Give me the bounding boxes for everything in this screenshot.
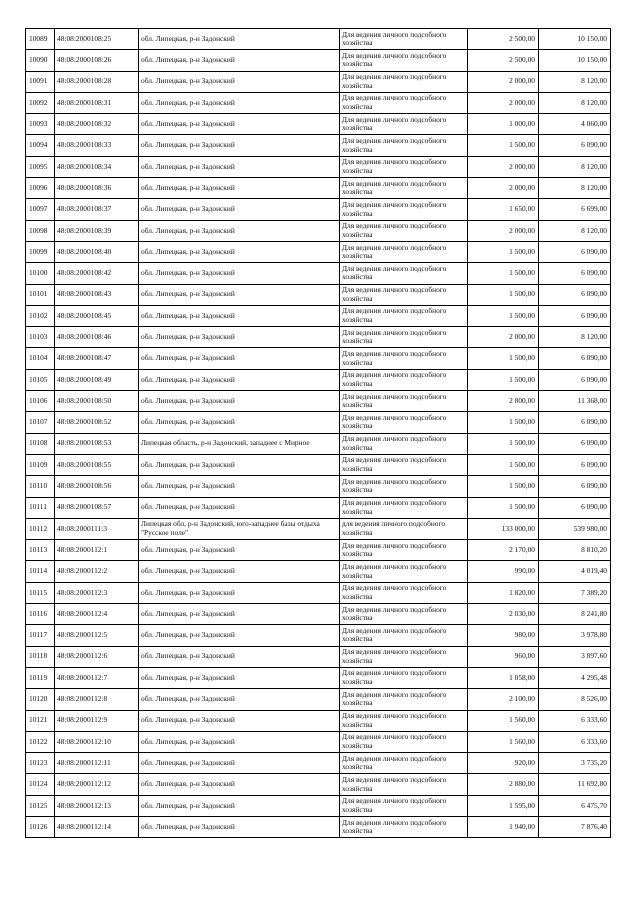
cadastral-value-cell: 6 090,00 bbox=[539, 305, 611, 326]
permitted-use-cell: для ведения личного подсобного хозяйства bbox=[340, 518, 468, 539]
cadastral-value-cell: 6 475,70 bbox=[539, 795, 611, 816]
table-row bbox=[26, 710, 611, 731]
area-cell: 1 500,00 bbox=[468, 412, 539, 433]
row-number-cell: 10117 bbox=[26, 625, 55, 646]
area-cell: 2 800,00 bbox=[468, 391, 539, 412]
permitted-use-cell: Для ведения личного подсобного хозяйства bbox=[340, 582, 468, 603]
cadastral-value-cell: 6 090,00 bbox=[539, 369, 611, 390]
cadastral-number-cell: 48:08:2000112:2 bbox=[55, 561, 139, 582]
cadastral-number-cell: 48:08:2000112:12 bbox=[55, 774, 139, 795]
table-row bbox=[26, 753, 611, 774]
permitted-use-cell: Для ведения личного подсобного хозяйства bbox=[340, 156, 468, 177]
cadastral-value-cell: 4 060,00 bbox=[539, 114, 611, 135]
table-row bbox=[26, 795, 611, 816]
row-number-cell: 10113 bbox=[26, 540, 55, 561]
address-cell: обл. Липецкая, р-н Задонский bbox=[139, 348, 340, 369]
row-number-cell: 10096 bbox=[26, 178, 55, 199]
row-number-cell: 10107 bbox=[26, 412, 55, 433]
address-cell: обл. Липецкая, р-н Задонский bbox=[139, 199, 340, 220]
cadastral-number-cell: 48:08:2000108:56 bbox=[55, 476, 139, 497]
permitted-use-cell: Для ведения личного подсобного хозяйства bbox=[340, 795, 468, 816]
cadastral-value-cell: 6 090,00 bbox=[539, 476, 611, 497]
row-number-cell: 10098 bbox=[26, 220, 55, 241]
area-cell: 2 500,00 bbox=[468, 29, 539, 50]
cadastral-value-cell: 11 692,80 bbox=[539, 774, 611, 795]
row-number-cell: 10123 bbox=[26, 753, 55, 774]
cadastral-value-cell: 8 810,20 bbox=[539, 540, 611, 561]
address-cell: обл. Липецкая, р-н Задонский bbox=[139, 156, 340, 177]
permitted-use-cell: Для ведения личного подсобного хозяйства bbox=[340, 710, 468, 731]
cadastral-value-cell: 6 090,00 bbox=[539, 454, 611, 475]
address-cell: обл. Липецкая, р-н Задонский bbox=[139, 497, 340, 518]
row-number-cell: 10109 bbox=[26, 454, 55, 475]
table-row bbox=[26, 689, 611, 710]
row-number-cell: 10094 bbox=[26, 135, 55, 156]
row-number-cell: 10120 bbox=[26, 689, 55, 710]
area-cell: 980,00 bbox=[468, 625, 539, 646]
cadastral-number-cell: 48:08:2000108:32 bbox=[55, 114, 139, 135]
area-cell: 2 000,00 bbox=[468, 178, 539, 199]
row-number-cell: 10124 bbox=[26, 774, 55, 795]
address-cell: обл. Липецкая, р-н Задонский bbox=[139, 710, 340, 731]
cadastral-number-cell: 48:08:2000108:31 bbox=[55, 92, 139, 113]
cadastral-value-cell: 6 090,00 bbox=[539, 135, 611, 156]
area-cell: 1 500,00 bbox=[468, 263, 539, 284]
table-row bbox=[26, 731, 611, 752]
area-cell: 2 170,00 bbox=[468, 540, 539, 561]
table-row bbox=[26, 518, 611, 539]
cadastral-value-cell: 4 295,48 bbox=[539, 667, 611, 688]
cadastral-value-cell: 6 090,00 bbox=[539, 433, 611, 454]
area-cell: 1 500,00 bbox=[468, 476, 539, 497]
row-number-cell: 10121 bbox=[26, 710, 55, 731]
table-row bbox=[26, 412, 611, 433]
address-cell: обл. Липецкая, р-н Задонский bbox=[139, 369, 340, 390]
address-cell: обл. Липецкая, р-н Задонский bbox=[139, 263, 340, 284]
permitted-use-cell: Для ведения личного подсобного хозяйства bbox=[340, 327, 468, 348]
permitted-use-cell: Для ведения личного подсобного хозяйства bbox=[340, 135, 468, 156]
permitted-use-cell: Для ведения личного подсобного хозяйства bbox=[340, 774, 468, 795]
area-cell: 2 030,00 bbox=[468, 604, 539, 625]
address-cell: обл. Липецкая, р-н Задонский bbox=[139, 454, 340, 475]
table-row bbox=[26, 156, 611, 177]
address-cell: обл. Липецкая, р-н Задонский bbox=[139, 241, 340, 262]
area-cell: 960,00 bbox=[468, 646, 539, 667]
cadastral-value-cell: 6 090,00 bbox=[539, 284, 611, 305]
area-cell: 1 500,00 bbox=[468, 135, 539, 156]
cadastral-value-cell: 11 368,00 bbox=[539, 391, 611, 412]
table-row bbox=[26, 646, 611, 667]
address-cell: обл. Липецкая, р-н Задонский bbox=[139, 774, 340, 795]
cadastral-number-cell: 48:08:2000108:28 bbox=[55, 71, 139, 92]
table-row bbox=[26, 561, 611, 582]
table-row bbox=[26, 604, 611, 625]
permitted-use-cell: Для ведения личного подсобного хозяйства bbox=[340, 816, 468, 837]
cadastral-value-cell: 8 241,80 bbox=[539, 604, 611, 625]
cadastral-number-cell: 48:08:2000112:3 bbox=[55, 582, 139, 603]
cadastral-number-cell: 48:08:2000108:43 bbox=[55, 284, 139, 305]
cadastral-value-cell: 6 333,60 bbox=[539, 731, 611, 752]
permitted-use-cell: Для ведения личного подсобного хозяйства bbox=[340, 348, 468, 369]
permitted-use-cell: Для ведения личного подсобного хозяйства bbox=[340, 497, 468, 518]
row-number-cell: 10090 bbox=[26, 50, 55, 71]
area-cell: 2 500,00 bbox=[468, 50, 539, 71]
cadastral-value-cell: 6 699,00 bbox=[539, 199, 611, 220]
area-cell: 920,00 bbox=[468, 753, 539, 774]
cadastral-number-cell: 48:08:2000112:8 bbox=[55, 689, 139, 710]
cadastral-value-cell: 8 120,00 bbox=[539, 327, 611, 348]
address-cell: обл. Липецкая, р-н Задонский bbox=[139, 795, 340, 816]
cadastral-value-cell: 4 019,40 bbox=[539, 561, 611, 582]
address-cell: обл. Липецкая, р-н Задонский bbox=[139, 476, 340, 497]
cadastral-value-cell: 3 735,20 bbox=[539, 753, 611, 774]
area-cell: 2 880,00 bbox=[468, 774, 539, 795]
cadastral-number-cell: 48:08:2000108:26 bbox=[55, 50, 139, 71]
table-row bbox=[26, 29, 611, 50]
permitted-use-cell: Для ведения личного подсобного хозяйства bbox=[340, 689, 468, 710]
area-cell: 1 500,00 bbox=[468, 369, 539, 390]
cadastral-number-cell: 48:08:2000112:5 bbox=[55, 625, 139, 646]
cadastral-number-cell: 48:08:2000108:34 bbox=[55, 156, 139, 177]
address-cell: обл. Липецкая, р-н Задонский bbox=[139, 689, 340, 710]
area-cell: 1 560,00 bbox=[468, 710, 539, 731]
address-cell: обл. Липецкая, р-н Задонский bbox=[139, 753, 340, 774]
table-row bbox=[26, 369, 611, 390]
permitted-use-cell: Для ведения личного подсобного хозяйства bbox=[340, 263, 468, 284]
area-cell: 1 560,00 bbox=[468, 731, 539, 752]
row-number-cell: 10097 bbox=[26, 199, 55, 220]
cadastral-value-cell: 6 090,00 bbox=[539, 241, 611, 262]
table-row bbox=[26, 241, 611, 262]
table-row bbox=[26, 92, 611, 113]
table-row bbox=[26, 476, 611, 497]
permitted-use-cell: Для ведения личного подсобного хозяйства bbox=[340, 178, 468, 199]
table-row bbox=[26, 327, 611, 348]
address-cell: обл. Липецкая, р-н Задонский bbox=[139, 50, 340, 71]
row-number-cell: 10118 bbox=[26, 646, 55, 667]
permitted-use-cell: Для ведения личного подсобного хозяйства bbox=[340, 284, 468, 305]
table-row bbox=[26, 50, 611, 71]
area-cell: 1 500,00 bbox=[468, 497, 539, 518]
row-number-cell: 10126 bbox=[26, 816, 55, 837]
cadastral-value-cell: 8 526,00 bbox=[539, 689, 611, 710]
cadastral-number-cell: 48:08:2000112:10 bbox=[55, 731, 139, 752]
table-body bbox=[26, 29, 611, 838]
area-cell: 1 650,00 bbox=[468, 199, 539, 220]
address-cell: обл. Липецкая, р-н Задонский bbox=[139, 646, 340, 667]
cadastral-value-cell: 6 090,00 bbox=[539, 263, 611, 284]
row-number-cell: 10100 bbox=[26, 263, 55, 284]
area-cell: 2 000,00 bbox=[468, 71, 539, 92]
area-cell: 2 000,00 bbox=[468, 92, 539, 113]
table-row bbox=[26, 348, 611, 369]
row-number-cell: 10101 bbox=[26, 284, 55, 305]
address-cell: обл. Липецкая, р-н Задонский bbox=[139, 92, 340, 113]
permitted-use-cell: Для ведения личного подсобного хозяйства bbox=[340, 604, 468, 625]
row-number-cell: 10099 bbox=[26, 241, 55, 262]
row-number-cell: 10089 bbox=[26, 29, 55, 50]
row-number-cell: 10112 bbox=[26, 518, 55, 539]
table-row bbox=[26, 454, 611, 475]
permitted-use-cell: Для ведения личного подсобного хозяйства bbox=[340, 646, 468, 667]
cadastral-number-cell: 48:08:2000112:1 bbox=[55, 540, 139, 561]
row-number-cell: 10091 bbox=[26, 71, 55, 92]
area-cell: 2 000,00 bbox=[468, 156, 539, 177]
table-row bbox=[26, 667, 611, 688]
table-row bbox=[26, 816, 611, 837]
cadastral-number-cell: 48:08:2000112:9 bbox=[55, 710, 139, 731]
cadastral-number-cell: 48:08:2000108:45 bbox=[55, 305, 139, 326]
table-row bbox=[26, 497, 611, 518]
area-cell: 1 058,00 bbox=[468, 667, 539, 688]
table-row bbox=[26, 114, 611, 135]
permitted-use-cell: Для ведения личного подсобного хозяйства bbox=[340, 667, 468, 688]
cadastral-number-cell: 48:08:2000108:46 bbox=[55, 327, 139, 348]
table-row bbox=[26, 284, 611, 305]
permitted-use-cell: Для ведения личного подсобного хозяйства bbox=[340, 199, 468, 220]
area-cell: 1 500,00 bbox=[468, 284, 539, 305]
cadastral-value-cell: 10 150,00 bbox=[539, 29, 611, 50]
row-number-cell: 10116 bbox=[26, 604, 55, 625]
address-cell: Липецкая область, р-н Задонский, западнее с Мирное bbox=[139, 433, 340, 454]
permitted-use-cell: Для ведения личного подсобного хозяйства bbox=[340, 114, 468, 135]
area-cell: 1 500,00 bbox=[468, 305, 539, 326]
cadastral-value-cell: 8 120,00 bbox=[539, 220, 611, 241]
cadastral-number-cell: 48:08:2000108:39 bbox=[55, 220, 139, 241]
permitted-use-cell: Для ведения личного подсобного хозяйства bbox=[340, 476, 468, 497]
address-cell: обл. Липецкая, р-н Задонский bbox=[139, 220, 340, 241]
permitted-use-cell: Для ведения личного подсобного хозяйства bbox=[340, 50, 468, 71]
area-cell: 1 500,00 bbox=[468, 348, 539, 369]
cadastral-value-cell: 7 389,20 bbox=[539, 582, 611, 603]
address-cell: обл. Липецкая, р-н Задонский bbox=[139, 327, 340, 348]
row-number-cell: 10114 bbox=[26, 561, 55, 582]
cadastral-value-cell: 10 150,00 bbox=[539, 50, 611, 71]
permitted-use-cell: Для ведения личного подсобного хозяйства bbox=[340, 731, 468, 752]
permitted-use-cell: Для ведения личного подсобного хозяйства bbox=[340, 561, 468, 582]
permitted-use-cell: Для ведения личного подсобного хозяйства bbox=[340, 540, 468, 561]
cadastral-number-cell: 48:08:2000112:7 bbox=[55, 667, 139, 688]
cadastral-value-cell: 6 090,00 bbox=[539, 348, 611, 369]
permitted-use-cell: Для ведения личного подсобного хозяйства bbox=[340, 454, 468, 475]
address-cell: обл. Липецкая, р-н Задонский bbox=[139, 582, 340, 603]
table-row bbox=[26, 199, 611, 220]
cadastral-value-cell: 6 090,00 bbox=[539, 497, 611, 518]
cadastral-value-cell: 8 120,00 bbox=[539, 178, 611, 199]
address-cell: обл. Липецкая, р-н Задонский bbox=[139, 667, 340, 688]
cadastral-number-cell: 48:08:2000108:52 bbox=[55, 412, 139, 433]
land-plot-table-page bbox=[25, 28, 610, 838]
cadastral-value-cell: 8 120,00 bbox=[539, 92, 611, 113]
row-number-cell: 10105 bbox=[26, 369, 55, 390]
cadastral-number-cell: 48:08:2000108:50 bbox=[55, 391, 139, 412]
permitted-use-cell: Для ведения личного подсобного хозяйства bbox=[340, 391, 468, 412]
table-row bbox=[26, 135, 611, 156]
cadastral-value-cell: 3 978,80 bbox=[539, 625, 611, 646]
address-cell: обл. Липецкая, р-н Задонский bbox=[139, 178, 340, 199]
cadastral-value-cell: 8 120,00 bbox=[539, 71, 611, 92]
area-cell: 2 000,00 bbox=[468, 327, 539, 348]
address-cell: обл. Липецкая, р-н Задонский bbox=[139, 816, 340, 837]
permitted-use-cell: Для ведения личного подсобного хозяйства bbox=[340, 412, 468, 433]
table-row bbox=[26, 391, 611, 412]
area-cell: 1 500,00 bbox=[468, 241, 539, 262]
table-row bbox=[26, 582, 611, 603]
permitted-use-cell: Для ведения личного подсобного хозяйства bbox=[340, 305, 468, 326]
address-cell: обл. Липецкая, р-н Задонский bbox=[139, 305, 340, 326]
table-row bbox=[26, 305, 611, 326]
cadastral-value-cell: 6 333,60 bbox=[539, 710, 611, 731]
permitted-use-cell: Для ведения личного подсобного хозяйства bbox=[340, 241, 468, 262]
address-cell: обл. Липецкая, р-н Задонский bbox=[139, 412, 340, 433]
address-cell: обл. Липецкая, р-н Задонский bbox=[139, 284, 340, 305]
table-row bbox=[26, 540, 611, 561]
cadastral-number-cell: 48:08:2000112:6 bbox=[55, 646, 139, 667]
area-cell: 1 820,00 bbox=[468, 582, 539, 603]
area-cell: 1 000,00 bbox=[468, 114, 539, 135]
address-cell: обл. Липецкая, р-н Задонский bbox=[139, 540, 340, 561]
table-row bbox=[26, 774, 611, 795]
address-cell: обл. Липецкая, р-н Задонский bbox=[139, 625, 340, 646]
table-row bbox=[26, 625, 611, 646]
permitted-use-cell: Для ведения личного подсобного хозяйства bbox=[340, 92, 468, 113]
cadastral-number-cell: 48:08:2000111:3 bbox=[55, 518, 139, 539]
row-number-cell: 10102 bbox=[26, 305, 55, 326]
table-row bbox=[26, 220, 611, 241]
cadastral-number-cell: 48:08:2000108:57 bbox=[55, 497, 139, 518]
address-cell: обл. Липецкая, р-н Задонский bbox=[139, 135, 340, 156]
area-cell: 2 000,00 bbox=[468, 220, 539, 241]
row-number-cell: 10104 bbox=[26, 348, 55, 369]
cadastral-value-cell: 3 897,60 bbox=[539, 646, 611, 667]
land-plot-table bbox=[25, 28, 611, 838]
cadastral-number-cell: 48:08:2000112:14 bbox=[55, 816, 139, 837]
cadastral-number-cell: 48:08:2000108:25 bbox=[55, 29, 139, 50]
permitted-use-cell: Для ведения личного подсобного хозяйства bbox=[340, 753, 468, 774]
row-number-cell: 10119 bbox=[26, 667, 55, 688]
cadastral-value-cell: 7 876,40 bbox=[539, 816, 611, 837]
permitted-use-cell: Для ведения личного подсобного хозяйства bbox=[340, 625, 468, 646]
cadastral-number-cell: 48:08:2000108:47 bbox=[55, 348, 139, 369]
row-number-cell: 10122 bbox=[26, 731, 55, 752]
cadastral-number-cell: 48:08:2000112:4 bbox=[55, 604, 139, 625]
address-cell: обл. Липецкая, р-н Задонский bbox=[139, 604, 340, 625]
area-cell: 1 940,00 bbox=[468, 816, 539, 837]
table-row bbox=[26, 433, 611, 454]
permitted-use-cell: Для ведения личного подсобного хозяйства bbox=[340, 369, 468, 390]
address-cell: обл. Липецкая, р-н Задонский bbox=[139, 561, 340, 582]
area-cell: 1 500,00 bbox=[468, 454, 539, 475]
area-cell: 2 100,00 bbox=[468, 689, 539, 710]
address-cell: обл. Липецкая, р-н Задонский bbox=[139, 71, 340, 92]
cadastral-number-cell: 48:08:2000108:55 bbox=[55, 454, 139, 475]
row-number-cell: 10111 bbox=[26, 497, 55, 518]
cadastral-number-cell: 48:08:2000108:37 bbox=[55, 199, 139, 220]
row-number-cell: 10106 bbox=[26, 391, 55, 412]
row-number-cell: 10108 bbox=[26, 433, 55, 454]
cadastral-value-cell: 539 980,00 bbox=[539, 518, 611, 539]
row-number-cell: 10103 bbox=[26, 327, 55, 348]
cadastral-number-cell: 48:08:2000112:13 bbox=[55, 795, 139, 816]
table-row bbox=[26, 71, 611, 92]
table-row bbox=[26, 263, 611, 284]
row-number-cell: 10115 bbox=[26, 582, 55, 603]
cadastral-number-cell: 48:08:2000108:53 bbox=[55, 433, 139, 454]
row-number-cell: 10125 bbox=[26, 795, 55, 816]
row-number-cell: 10110 bbox=[26, 476, 55, 497]
address-cell: Липецкая обл, р-н Задонский, юго-западнее базы отдыха "Русское поле" bbox=[139, 518, 340, 539]
address-cell: обл. Липецкая, р-н Задонский bbox=[139, 114, 340, 135]
cadastral-number-cell: 48:08:2000112:11 bbox=[55, 753, 139, 774]
area-cell: 1 500,00 bbox=[468, 433, 539, 454]
row-number-cell: 10095 bbox=[26, 156, 55, 177]
permitted-use-cell: Для ведения личного подсобного хозяйства bbox=[340, 220, 468, 241]
row-number-cell: 10093 bbox=[26, 114, 55, 135]
cadastral-number-cell: 48:08:2000108:42 bbox=[55, 263, 139, 284]
row-number-cell: 10092 bbox=[26, 92, 55, 113]
cadastral-number-cell: 48:08:2000108:36 bbox=[55, 178, 139, 199]
cadastral-value-cell: 6 090,00 bbox=[539, 412, 611, 433]
area-cell: 1 595,00 bbox=[468, 795, 539, 816]
area-cell: 990,00 bbox=[468, 561, 539, 582]
permitted-use-cell: Для ведения личного подсобного хозяйства bbox=[340, 433, 468, 454]
cadastral-number-cell: 48:08:2000108:33 bbox=[55, 135, 139, 156]
table-row bbox=[26, 178, 611, 199]
area-cell: 133 000,00 bbox=[468, 518, 539, 539]
address-cell: обл. Липецкая, р-н Задонский bbox=[139, 29, 340, 50]
permitted-use-cell: Для ведения личного подсобного хозяйства bbox=[340, 29, 468, 50]
address-cell: обл. Липецкая, р-н Задонский bbox=[139, 391, 340, 412]
cadastral-value-cell: 8 120,00 bbox=[539, 156, 611, 177]
permitted-use-cell: Для ведения личного подсобного хозяйства bbox=[340, 71, 468, 92]
cadastral-number-cell: 48:08:2000108:49 bbox=[55, 369, 139, 390]
cadastral-number-cell: 48:08:2000108:40 bbox=[55, 241, 139, 262]
address-cell: обл. Липецкая, р-н Задонский bbox=[139, 731, 340, 752]
